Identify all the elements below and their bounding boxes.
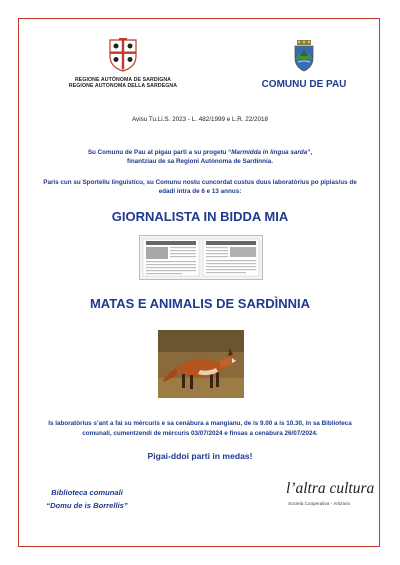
library-name: Biblioteca comunali <box>51 488 123 497</box>
fox-icon <box>158 330 244 398</box>
library-building: “Domu de is Borrellis” <box>46 501 128 510</box>
region-name-italian: REGIONE AUTONOMA DELLA SARDEGNA <box>68 83 178 90</box>
region-logo <box>58 38 188 90</box>
page-border <box>18 18 380 547</box>
region-name-sardinian: REGIONE AUTÒNOMA DE SARDIGNA <box>74 77 172 83</box>
lab1-title: GIORNALISTA IN BIDDA MIA <box>111 209 289 224</box>
comune-logo <box>248 40 360 90</box>
project-name: Marmidda in lingua sarda <box>231 149 308 156</box>
partner-subtitle: Società Cooperativa - Aritzario <box>288 501 351 506</box>
partner-logo <box>286 481 376 506</box>
library-signature <box>32 486 142 512</box>
fox-photo <box>158 330 244 398</box>
partner-name: l’altra cultura <box>286 480 375 497</box>
intro-text-start: Su Comunu de Pau at pigau parti a su progetu “ <box>87 149 232 156</box>
comune-coat-of-arms-icon <box>292 40 316 72</box>
newspaper-image <box>139 235 263 280</box>
intro-text-end: ”, <box>307 149 313 156</box>
schedule-paragraph: Is laboratòrius s’ant a fai su mèrcuris e sa cenàbura a mangianu, de is 9.00 a is 10.30, in sa Biblioteca comunali, cumentzendi de mèrcuris 03/07/2024 e finsas a cenàbura 26/07/2024. <box>48 420 352 437</box>
lab2-title: MATAS E ANIMALIS DE SARDÌNNIA <box>89 296 311 311</box>
notice-reference: Avisu Tu.Li.S. 2023 - L. 482/1999 e L.R. 22/2018 <box>131 116 269 123</box>
intro-funding-line: finantziau de sa Regioni Autònoma de Sardinnia. <box>126 158 273 165</box>
comune-name: COMUNU DE PAU <box>261 79 347 90</box>
call-to-action: Pigai-ddoi parti in medas! <box>147 451 253 461</box>
region-coat-of-arms-icon <box>108 38 138 72</box>
labs-intro-paragraph: Paris cun su Sportellu linguìsticu, su Comunu nostu cuncordat custus duus laboratòrius po pipias/us de edadi intra de 6 e 13 annus: <box>43 179 357 195</box>
newspaper-icon <box>140 236 262 279</box>
intro-paragraph <box>40 148 360 166</box>
